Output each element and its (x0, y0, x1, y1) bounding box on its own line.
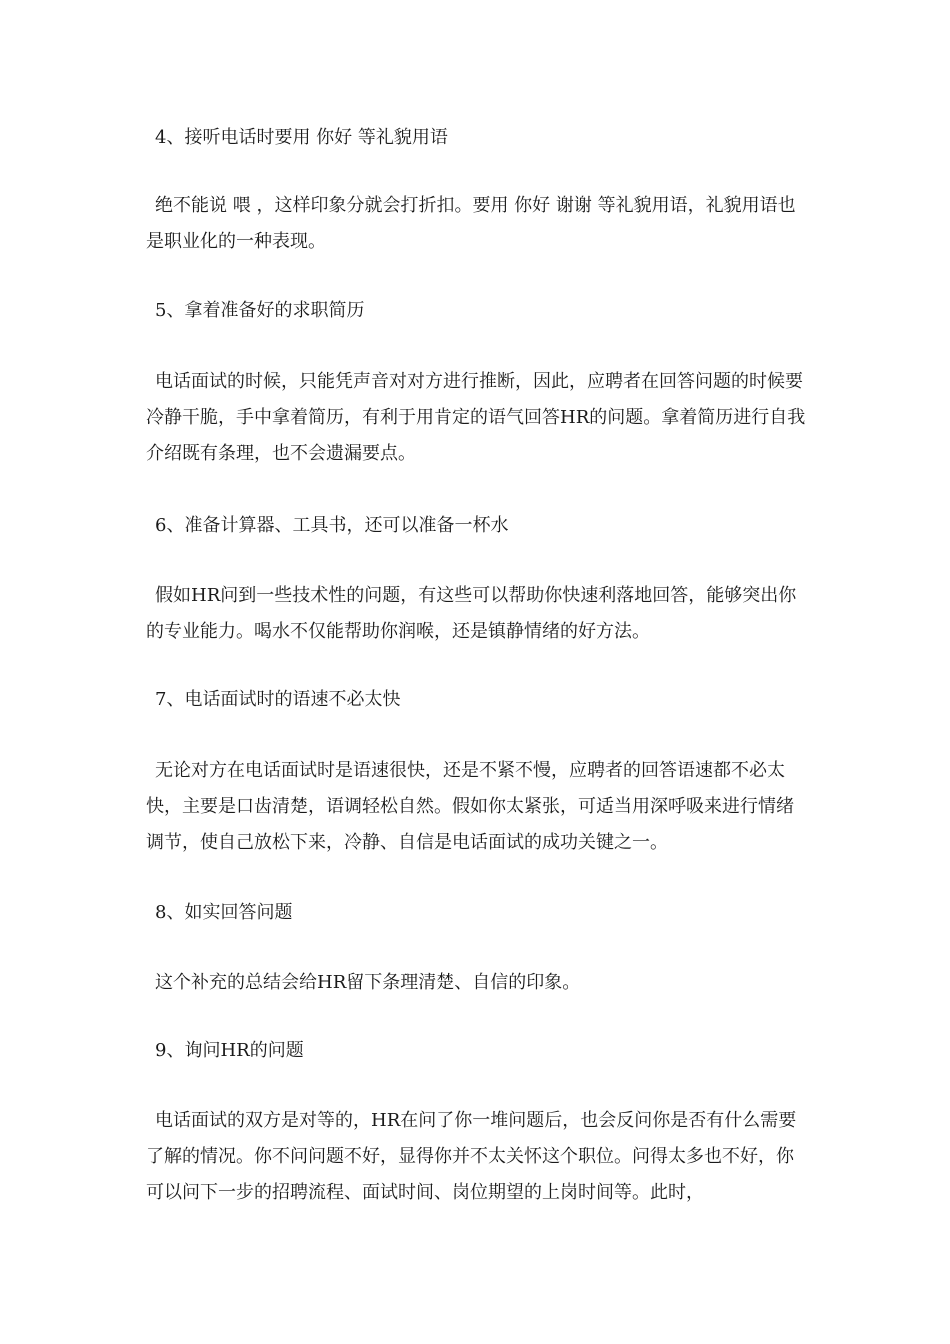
section-8-heading: 8、如实回答问题 (155, 902, 293, 923)
section-4-body: 绝不能说 喂 ，这样印象分就会打折扣。要用 你好 谢谢 等礼貌用语，礼貌用语也是职业化的一种表现。 (146, 195, 796, 252)
section-9-body: 电话面试的双方是对等的，HR在问了你一堆问题后，也会反问你是否有什么需要了解的情况。你不问问题不好，显得你并不太关怀这个职位。问得太多也不好，你可以问下一步的招聘流程、面试时间、岗位期望的上岗时间等。此时， (146, 1110, 797, 1203)
section-5-body: 电话面试的时候，只能凭声音对对方进行推断，因此，应聘者在回答问题的时候要冷静干脆，手中拿着简历，有利于用肯定的语气回答HR的问题。拿着简历进行自我介绍既有条理，也不会遗漏要点。 (146, 371, 806, 464)
section-7-body: 无论对方在电话面试时是语速很快，还是不紧不慢，应聘者的回答语速都不必太快，主要是口齿清楚，语调轻松自然。假如你太紧张，可适当用深呼吸来进行情绪调节，使自己放松下来，冷静、自信是电话面试的成功关键之一。 (146, 760, 794, 853)
section-7-heading: 7、电话面试时的语速不必太快 (155, 689, 401, 710)
section-4-heading: 4、接听电话时要用 你好 等礼貌用语 (155, 127, 448, 148)
section-5-heading: 5、拿着准备好的求职简历 (155, 300, 365, 321)
section-6-heading: 6、准备计算器、工具书，还可以准备一杯水 (155, 515, 509, 536)
section-9-heading: 9、询问HR的问题 (155, 1040, 304, 1061)
section-8-body: 这个补充的总结会给HR留下条理清楚、自信的印象。 (155, 972, 581, 993)
section-6-body: 假如HR问到一些技术性的问题，有这些可以帮助你快速利落地回答，能够突出你的专业能力。喝水不仅能帮助你润喉，还是镇静情绪的好方法。 (146, 585, 797, 642)
